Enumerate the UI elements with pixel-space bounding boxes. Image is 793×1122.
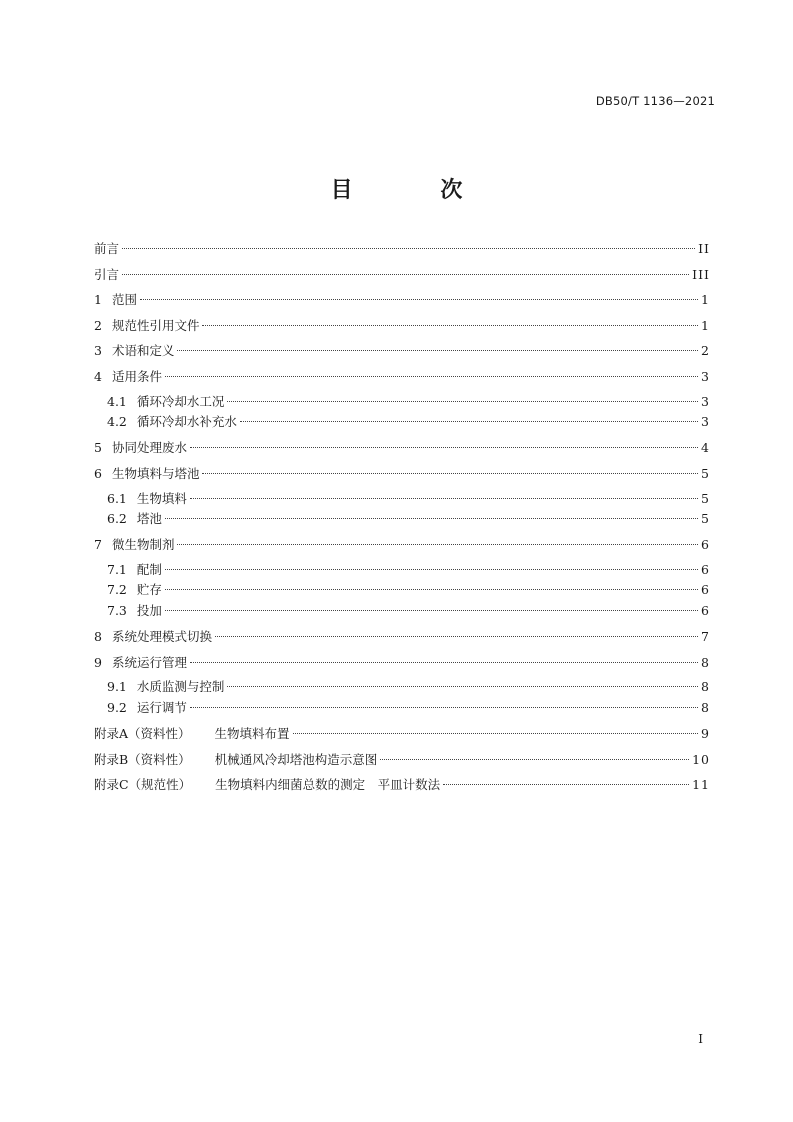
toc-entry[interactable] [94, 262, 710, 288]
toc-entry[interactable] [94, 677, 710, 697]
toc-entry-page: 6 [701, 602, 710, 618]
toc-entry-number: 6.1 [107, 490, 127, 506]
toc-entry[interactable] [94, 698, 710, 718]
toc-entry-title: 系统运行管理 [111, 654, 187, 670]
toc-entry-number: 7.3 [107, 602, 127, 618]
dot-leader [165, 518, 698, 519]
document-code: DB50/T 1136—2021 [595, 94, 715, 108]
toc-entry-title: 微生物制剂 [111, 537, 175, 553]
toc-entry-number: 4.1 [107, 393, 127, 409]
toc-entry-page: 5 [701, 465, 710, 481]
dot-leader [215, 636, 698, 637]
toc-entry-page: 3 [701, 413, 710, 429]
dot-leader [165, 376, 698, 377]
toc-entry-number: 4.2 [107, 413, 127, 429]
page-title: 目 次 [330, 177, 503, 203]
toc-entry-title: 引言 [94, 266, 120, 282]
dot-leader [122, 274, 689, 275]
toc-entry-number: 9 [94, 654, 102, 670]
toc-entry-title: 投加 [136, 602, 162, 618]
toc-entry-page: 2 [701, 343, 710, 359]
toc-entry-page: 5 [701, 510, 710, 526]
toc-entry[interactable] [94, 313, 710, 339]
dot-leader [190, 447, 698, 448]
dot-leader [177, 544, 698, 545]
toc-entry-title: 术语和定义 [111, 343, 175, 359]
dot-leader [190, 662, 698, 663]
toc-entry-page: III [692, 266, 710, 282]
dot-leader [202, 473, 698, 474]
toc-entry-page: II [698, 241, 710, 256]
toc-entry-page: 7 [701, 629, 710, 645]
toc-entry-title: 系统处理模式切换 [111, 629, 212, 645]
toc-entry-page: 10 [692, 751, 710, 767]
toc-entry-number: 1 [94, 292, 102, 308]
toc-entry-number: 6 [94, 465, 102, 481]
dot-leader [165, 610, 698, 611]
toc-entry-number: 3 [94, 343, 102, 359]
toc-entry-title: 生物填料内细菌总数的测定 平皿计数法 [215, 777, 441, 793]
toc-entry-title: 机械通风冷却塔池构造示意图 [214, 751, 378, 767]
toc-appendix-label: 附录B（资料性） [94, 751, 191, 767]
toc-entry-title: 生物填料布置 [214, 726, 290, 742]
dot-leader [190, 707, 698, 708]
toc-entry[interactable] [94, 580, 710, 600]
toc-entry[interactable] [94, 601, 710, 621]
toc-entry[interactable] [94, 461, 710, 487]
toc-entry-page: 6 [701, 582, 710, 598]
toc-entry[interactable] [94, 650, 710, 676]
toc-entry-page: 8 [701, 699, 710, 715]
table-of-contents [94, 236, 710, 798]
toc-entry-page: 6 [701, 561, 710, 577]
dot-leader [380, 759, 689, 760]
toc-entry[interactable] [94, 435, 710, 461]
toc-entry-title: 前言 [94, 241, 120, 256]
toc-entry-page: 8 [701, 679, 710, 695]
toc-entry-title: 水质监测与控制 [136, 679, 225, 695]
dot-leader [165, 569, 698, 570]
toc-entry-page: 1 [701, 292, 710, 308]
toc-entry-title: 协同处理废水 [111, 440, 187, 456]
toc-entry-page: 8 [701, 654, 710, 670]
toc-entry[interactable] [94, 364, 710, 390]
toc-entry[interactable] [94, 624, 710, 650]
toc-entry[interactable] [94, 509, 710, 529]
toc-entry[interactable] [94, 236, 710, 262]
toc-entry-number: 9.2 [107, 699, 127, 715]
footer-page-number: I [698, 1032, 703, 1046]
dot-leader [293, 733, 699, 734]
toc-entry-page: 3 [701, 368, 710, 384]
toc-entry-title: 规范性引用文件 [111, 317, 200, 333]
toc-entry-page: 4 [701, 440, 710, 456]
toc-entry-title: 循环冷却水工况 [136, 393, 225, 409]
toc-entry-title: 适用条件 [111, 368, 162, 384]
toc-entry[interactable] [94, 412, 710, 432]
toc-entry-title: 范围 [111, 292, 137, 308]
dot-leader [122, 248, 695, 249]
toc-entry-number: 5 [94, 440, 102, 456]
toc-entry-title: 运行调节 [136, 699, 187, 715]
dot-leader [140, 299, 698, 300]
dot-leader [202, 325, 698, 326]
toc-appendix-label: 附录A（资料性） [94, 726, 191, 742]
toc-entry-number: 6.2 [107, 510, 127, 526]
toc-entry[interactable] [94, 338, 710, 364]
toc-entry-number: 4 [94, 368, 102, 384]
toc-entry[interactable] [94, 392, 710, 412]
toc-entry[interactable] [94, 772, 710, 798]
toc-entry-page: 11 [692, 777, 710, 793]
toc-entry[interactable] [94, 721, 710, 747]
dot-leader [240, 421, 698, 422]
toc-entry[interactable] [94, 287, 710, 313]
toc-entry[interactable] [94, 747, 710, 773]
dot-leader [227, 686, 698, 687]
toc-entry[interactable] [94, 489, 710, 509]
toc-entry-title: 生物填料与塔池 [111, 465, 200, 481]
toc-entry[interactable] [94, 532, 710, 558]
dot-leader [190, 498, 698, 499]
toc-entry-page: 6 [701, 537, 710, 553]
toc-entry-page: 3 [701, 393, 710, 409]
dot-leader [177, 350, 698, 351]
toc-entry-title: 循环冷却水补充水 [136, 413, 237, 429]
dot-leader [227, 401, 698, 402]
toc-entry-number: 7.1 [107, 561, 127, 577]
toc-entry-number: 7.2 [107, 582, 127, 598]
toc-entry-number: 8 [94, 629, 102, 645]
toc-entry-page: 5 [701, 490, 710, 506]
toc-entry-title: 配制 [136, 561, 162, 577]
toc-entry-number: 9.1 [107, 679, 127, 695]
toc-entry-title: 塔池 [136, 510, 162, 526]
toc-entry-number: 7 [94, 537, 102, 553]
toc-entry[interactable] [94, 560, 710, 580]
toc-appendix-label: 附录C（规范性） [94, 777, 192, 793]
toc-entry-title: 贮存 [136, 582, 162, 598]
toc-entry-page: 9 [701, 726, 710, 742]
dot-leader [165, 589, 698, 590]
dot-leader [443, 784, 689, 785]
toc-entry-title: 生物填料 [136, 490, 187, 506]
toc-entry-page: 1 [701, 317, 710, 333]
toc-entry-number: 2 [94, 317, 102, 333]
